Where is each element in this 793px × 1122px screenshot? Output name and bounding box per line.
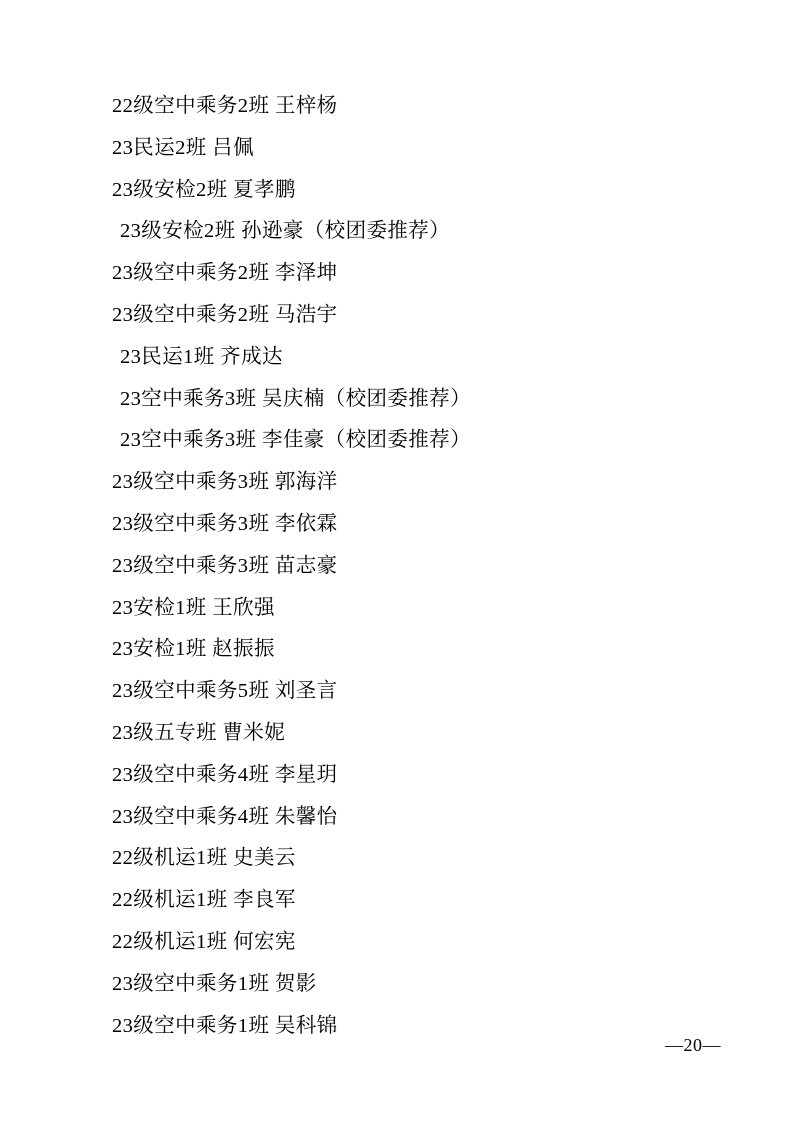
list-item: 23级安检2班 孙逊豪（校团委推荐） — [120, 220, 451, 243]
list-item: 23级空中乘务3班 郭海洋 — [112, 471, 338, 494]
name-list — [112, 86, 692, 1047]
list-item: 23级空中乘务3班 李依霖 — [112, 512, 338, 535]
list-item: 23级空中乘务2班 李泽坤 — [112, 262, 338, 285]
page-number: —20— — [665, 1035, 721, 1055]
list-item: 23级空中乘务4班 朱馨怡 — [112, 805, 338, 828]
list-item: 23级空中乘务1班 吴科锦 — [112, 1014, 338, 1037]
list-item: 23安检1班 赵振振 — [112, 638, 275, 661]
list-item: 22级空中乘务2班 王梓杨 — [112, 95, 338, 117]
list-item: 22级机运1班 史美云 — [112, 847, 296, 870]
list-item: 23民运1班 齐成达 — [120, 345, 283, 368]
list-item: 22级机运1班 李良军 — [112, 889, 296, 912]
list-item: 23级五专班 曹米妮 — [112, 721, 286, 744]
list-item: 23级安检2班 夏孝鹏 — [112, 178, 296, 201]
list-item: 23民运2班 吕佩 — [112, 136, 254, 159]
list-item: 22级机运1班 何宏宪 — [112, 930, 296, 953]
list-item: 23级空中乘务5班 刘圣言 — [112, 680, 338, 703]
list-item: 23级空中乘务4班 李星玥 — [112, 763, 338, 786]
list-item: 23安检1班 王欣强 — [112, 596, 275, 619]
list-item: 23级空中乘务3班 苗志豪 — [112, 554, 338, 577]
list-item: 23级空中乘务1班 贺影 — [112, 972, 317, 995]
list-item: 23级空中乘务2班 马浩宇 — [112, 303, 338, 326]
list-item: 23空中乘务3班 吴庆楠（校团委推荐） — [120, 387, 471, 410]
list-item: 23空中乘务3班 李佳豪（校团委推荐） — [120, 429, 471, 452]
